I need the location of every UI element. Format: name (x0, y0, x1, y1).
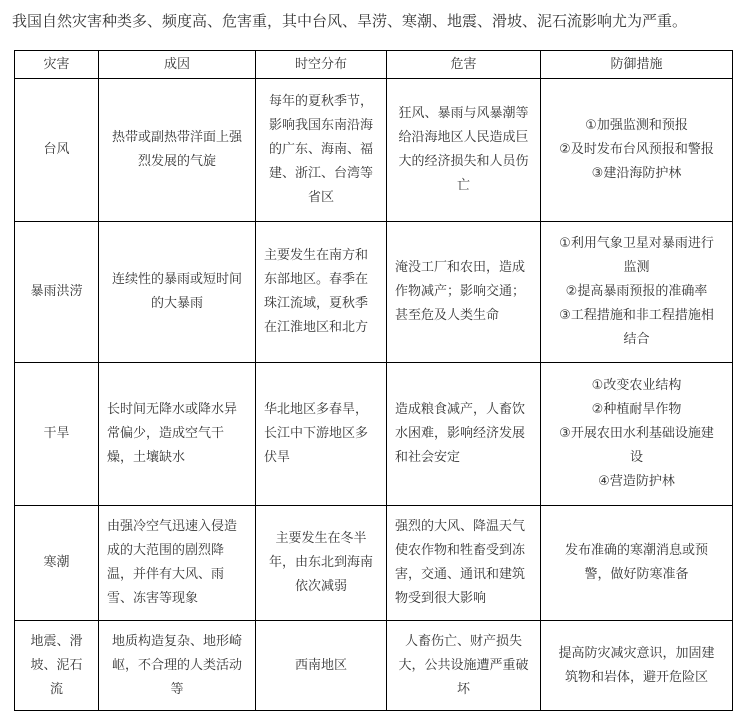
cell-harm: 强烈的大风、降温天气 使农作物和牲畜受到冻 害，交通、通讯和建筑 物受到很大影响 (387, 506, 541, 621)
header-defense: 防御措施 (541, 51, 733, 79)
cell-distribution: 主要发生在冬半 年，由东北到海南 依次减弱 (256, 506, 387, 621)
table-row (15, 79, 733, 222)
intro-text: 我国自然灾害种类多、频度高、危害重，其中台风、旱涝、寒潮、地震、滑坡、泥石流影响尤为严重。 (12, 12, 688, 30)
cell-harm: 狂风、暴雨与风暴潮等 给沿海地区人民造成巨 大的经济损失和人员伤 亡 (387, 79, 541, 222)
cell-harm: 淹没工厂和农田，造成 作物减产；影响交通； 甚至危及人类生命 (387, 222, 541, 363)
cell-cause: 地质构造复杂、地形崎 岖，不合理的人类活动 等 (99, 621, 256, 711)
cell-distribution: 每年的夏秋季节， 影响我国东南沿海 的广东、海南、福 建、浙江、台湾等 省区 (256, 79, 387, 222)
header-harm: 危害 (387, 51, 541, 79)
table-row (15, 506, 733, 621)
cell-cause: 连续性的暴雨或短时间 的大暴雨 (99, 222, 256, 363)
cell-disaster: 地震、滑 坡、泥石 流 (15, 621, 99, 711)
cell-cause: 由强冷空气迅速入侵造 成的大范围的剧烈降 温，并伴有大风、雨 雪、冻害等现象 (99, 506, 256, 621)
disaster-table (14, 50, 733, 711)
cell-defense: ①改变农业结构 ②种植耐旱作物 ③开展农田水利基础设施建 设 ④营造防护林 (541, 363, 733, 506)
table-header-row (15, 51, 733, 79)
cell-disaster: 台风 (15, 79, 99, 222)
header-disaster: 灾害 (15, 51, 99, 79)
cell-harm: 造成粮食减产，人畜饮 水困难，影响经济发展 和社会安定 (387, 363, 541, 506)
header-cause: 成因 (99, 51, 256, 79)
cell-defense: 提高防灾减灾意识，加固建 筑物和岩体，避开危险区 (541, 621, 733, 711)
cell-distribution: 主要发生在南方和 东部地区。春季在 珠江流域，夏秋季 在江淮地区和北方 (256, 222, 387, 363)
cell-defense: ①利用气象卫星对暴雨进行 监测 ②提高暴雨预报的准确率 ③工程措施和非工程措施相 结合 (541, 222, 733, 363)
cell-defense: ①加强监测和预报 ②及时发布台风预报和警报 ③建沿海防护林 (541, 79, 733, 222)
cell-disaster: 暴雨洪涝 (15, 222, 99, 363)
cell-harm: 人畜伤亡、财产损失 大，公共设施遭严重破 坏 (387, 621, 541, 711)
cell-cause: 热带或副热带洋面上强 烈发展的气旋 (99, 79, 256, 222)
table-row (15, 363, 733, 506)
cell-defense: 发布准确的寒潮消息或预 警，做好防寒准备 (541, 506, 733, 621)
table-row (15, 222, 733, 363)
cell-cause: 长时间无降水或降水异 常偏少，造成空气干 燥，土壤缺水 (99, 363, 256, 506)
cell-distribution: 西南地区 (256, 621, 387, 711)
cell-disaster: 寒潮 (15, 506, 99, 621)
table-row (15, 621, 733, 711)
cell-disaster: 干旱 (15, 363, 99, 506)
cell-distribution: 华北地区多春旱， 长江中下游地区多 伏旱 (256, 363, 387, 506)
header-distribution: 时空分布 (256, 51, 387, 79)
